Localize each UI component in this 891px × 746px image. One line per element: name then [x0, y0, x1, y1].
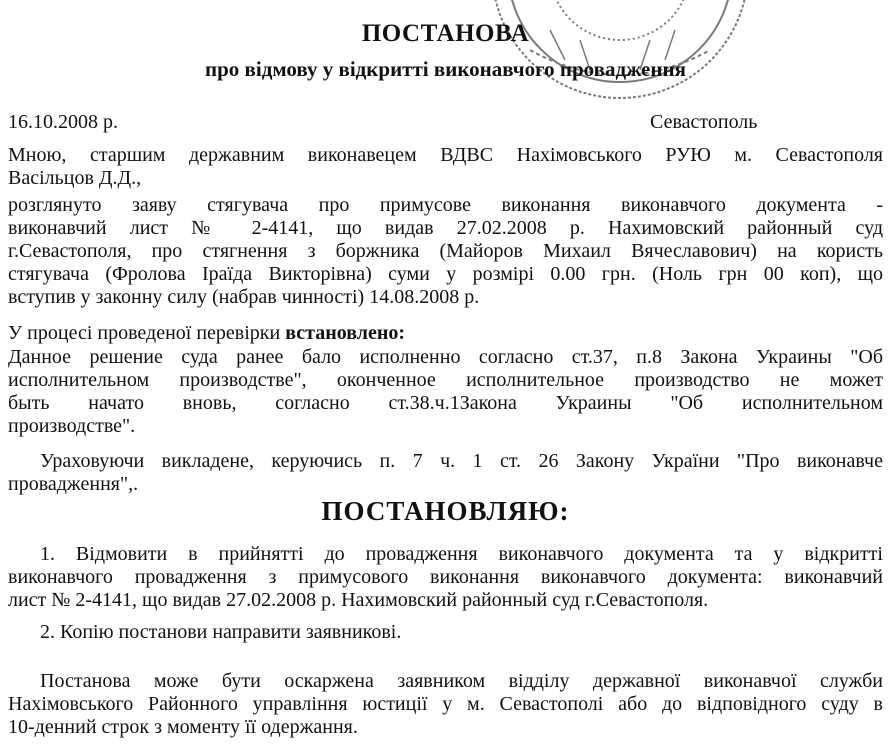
- consideration-line: розглянуто заяву стягувача про примусове виконання виконавчого документа -: [8, 194, 883, 216]
- decree-item-line: виконавчого провадження з примусового виконання виконавчого документа: виконавчий: [8, 566, 883, 588]
- finding-line: производстве".: [8, 415, 136, 437]
- consideration-line: виконавчий лист № 2-4141, що видав 27.02.2008 р. Нахимовский районный суд: [8, 217, 883, 239]
- check-bold: встановлено:: [285, 322, 406, 344]
- appeal-line: Постанова може бути оскаржена заявником відділу державної виконавчої служби: [40, 670, 883, 692]
- intro-line: Васільцов Д.Д.,: [8, 167, 142, 189]
- decree-heading: ПОСТАНОВЛЯЮ:: [321, 496, 570, 526]
- basis-paragraph: [8, 450, 883, 496]
- consideration-paragraph: [8, 194, 883, 309]
- decree-item-2: 2. Копію постанови направити заявникові.: [40, 621, 402, 643]
- document-title: ПОСТАНОВА: [361, 20, 530, 47]
- consideration-line: г.Севастополя, про стягнення з боржника (Майоров Михаил Вячеславович) на користь: [8, 240, 883, 262]
- document-date: 16.10.2008 р.: [8, 111, 118, 133]
- basis-line: Ураховуючи викладене, керуючись п. 7 ч. 1 ст. 26 Закону України "Про виконавче: [40, 450, 883, 472]
- basis-line: провадження",.: [8, 473, 139, 495]
- finding-paragraph: [8, 346, 883, 438]
- appeal-line: 10-денний строк з моменту її одержання.: [8, 716, 358, 738]
- consideration-line: стягувача (Фролова Іраїда Викторівна) суми у розмірі 0.00 грн. (Ноль грн 00 коп), що: [8, 263, 883, 285]
- document-city: Севастополь: [650, 111, 758, 133]
- document-subtitle: про відмову у відкритті виконавчого провадження: [205, 57, 686, 81]
- check-line: [8, 322, 883, 345]
- finding-line: Данное решение суда ранее бало исполненно согласно ст.37, п.8 Закона Украины "Об: [8, 346, 883, 368]
- decree-item-line: 1. Відмовити в прийнятті до провадження виконавчого документа та у відкритті: [40, 543, 883, 565]
- finding-line: исполнительном производстве", оконченное исполнительное производство не может: [8, 369, 883, 391]
- decree-item-1: [8, 543, 883, 612]
- decree-item-line: лист № 2-4141, що видав 27.02.2008 р. Нахимовский районный суд г.Севастополя.: [8, 589, 709, 611]
- intro-paragraph: [8, 144, 883, 190]
- appeal-line: Нахімовського Районного управління юстиції у м. Севастополі або до відповідного суду в: [8, 693, 883, 715]
- intro-line: Мною, старшим державним виконавецем ВДВС Нахімовського РУЮ м. Севастополя: [8, 144, 883, 166]
- check-prefix: У процесі проведеної перевірки: [8, 322, 286, 344]
- consideration-line: вступив у законну силу (набрав чинності) 14.08.2008 р.: [8, 286, 480, 308]
- appeal-paragraph: [8, 670, 883, 739]
- finding-line: быть начато вновь, согласно ст.38.ч.1Закона Украины "Об исполнительном: [8, 392, 883, 414]
